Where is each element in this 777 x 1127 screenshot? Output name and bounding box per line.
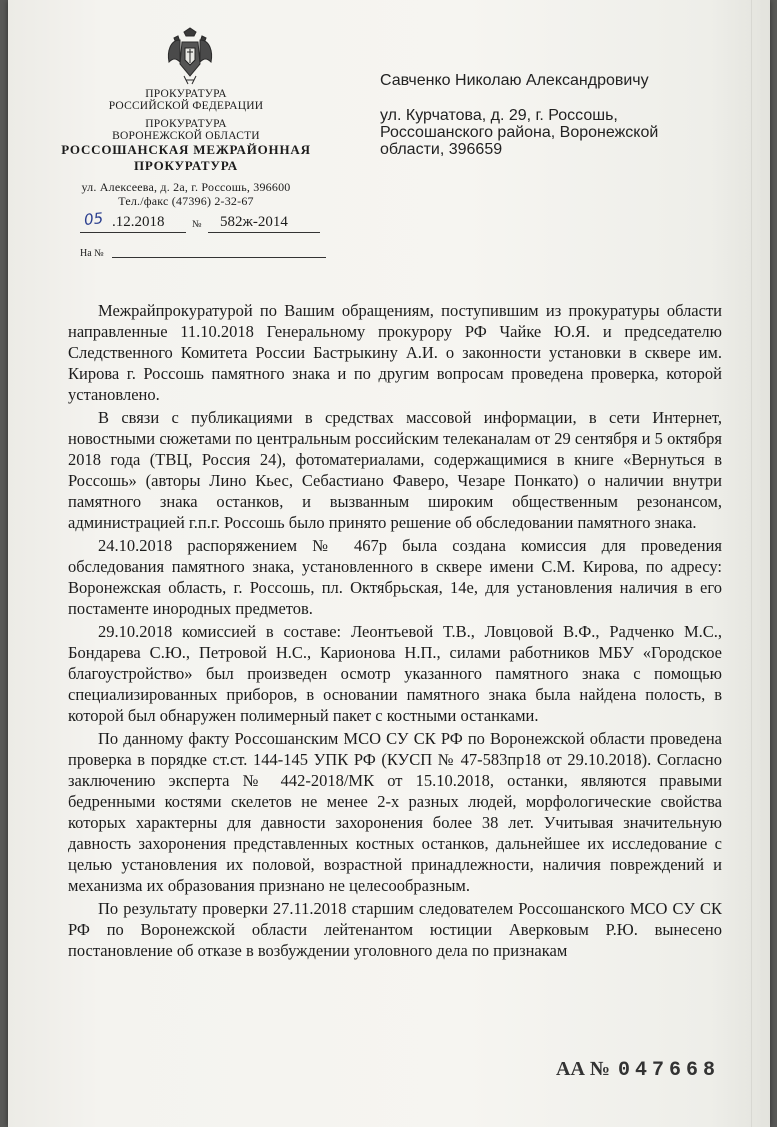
date-number-row: [80, 209, 330, 235]
number-underline: [208, 232, 320, 233]
recipient-address-line: ул. Курчатова, д. 29, г. Россошь,: [380, 107, 618, 124]
letter-page: [8, 0, 770, 1127]
letter-date: .12.2018: [112, 214, 165, 230]
body-paragraph: В связи с публикациями в средствах массовой информации, в сети Интернет, новостными сюжетами по центральным российским телеканалам от 29 сентября и 5 октября 2018 года (ТВЦ, Россия 24), фотоматериалами, содержащимися в книге «Вернуться в Россошь» (авторы Лино Кьес, Себастиано Фаверо, Чезаре Понкато) о наличии внутри памятного знака останков, и вызванным широким общественным резонансом, администрацией г.п.г. Россошь было принято решение об обследовании памятного знака.: [68, 408, 722, 532]
letter-body: [68, 300, 722, 963]
body-paragraph: 29.10.2018 комиссией в составе: Леонтьевой Т.В., Ловцовой В.Ф., Радченко М.С., Бондарева С.Ю., Петровой Н.С., Карионова Н.П., силами работников МБУ «Городское благоустройство» был произведен осмотр указанного памятного знака с помощью специализированных приборов, в основании памятного знака была найдена полость, в которой был обнаружен полимерный пакет с костными останками.: [68, 622, 722, 725]
body-paragraph: По данному факту Россошанским МСО СУ СК РФ по Воронежской области проведена проверка в порядке ст.ст. 144-145 УПК РФ (КУСП № 47-583пр18 от 29.10.2018). Согласно заключению эксперта № 442-2018/МК от 15.10.2018, останки, являются правыми бедренными костями скелетов не менее 2-х разных людей, морфологические свойства которых характерны для давности захоронения более 38 лет. Учитывая значительную давность захоронения представленных костных останков, дальнейшее их исследование с целью установления их половой, возрастной принадлежности, наличия повреждений и механизма их образования признано не целесообразным.: [68, 729, 722, 895]
sender-header: [60, 88, 312, 208]
form-serial-number: [556, 1058, 720, 1082]
number-sign: №: [192, 219, 202, 230]
recipient-name: Савченко Николаю Александровичу: [380, 72, 649, 89]
date-underline: [80, 232, 186, 233]
header-line: ПРОКУРАТУРА: [145, 88, 227, 100]
sender-address: ул. Алексеева, д. 2а, г. Россошь, 396600: [81, 180, 291, 194]
header-line: ПРОКУРАТУРА: [145, 118, 227, 130]
sender-phone: Тел./факс (47396) 2-32-67: [118, 194, 254, 208]
recipient-address-line: области, 396659: [380, 141, 503, 158]
office-name: РОССОШАНСКАЯ МЕЖРАЙОННАЯ: [61, 142, 311, 157]
handwritten-day: 05: [83, 209, 104, 229]
letter-number: 582ж-2014: [220, 214, 288, 230]
recipient-block: [380, 70, 658, 158]
form-series: АА №: [556, 1058, 610, 1080]
recipient-address: [380, 107, 658, 158]
reference-label: На №: [80, 248, 104, 259]
body-paragraph: 24.10.2018 распоряжением № 467р была создана комиссия для проведения обследования памятного знака, установленного в сквере имени С.М. Кирова, по адресу: Воронежская область, г. Россошь, пл. Октябрьская, 14е, для установления наличия в его постаменте инородных предметов.: [68, 536, 722, 618]
header-line: РОССИЙСКОЙ ФЕДЕРАЦИИ: [108, 100, 264, 112]
body-paragraph: По результату проверки 27.11.2018 старшим следователем Россошанского МСО СУ СК РФ по Воронежской области лейтенантом юстиции Аверковым Р.Ю. вынесено постановление об отказе в возбуждении уголовного дела по признакам: [68, 899, 722, 960]
header-line: ВОРОНЕЖСКОЙ ОБЛАСТИ: [112, 130, 260, 142]
form-number: 047668: [617, 1059, 720, 1082]
office-name: ПРОКУРАТУРА: [134, 158, 238, 173]
coat-of-arms-icon: [164, 26, 216, 88]
page-crease: [751, 0, 752, 1127]
recipient-address-line: Россошанского района, Воронежской: [380, 124, 659, 141]
reference-underline: [112, 257, 326, 258]
body-paragraph: Межрайпрокуратурой по Вашим обращениям, поступившим из прокуратуры области направленные 11.10.2018 Генеральному прокурору РФ Чайке Ю.Я. и председателю Следственного Комитета России Бастрыкину А.И. о законности установки в сквере им. Кирова г. Россошь памятного знака и по другим вопросам проведена проверка, которой установлено.: [68, 301, 722, 404]
